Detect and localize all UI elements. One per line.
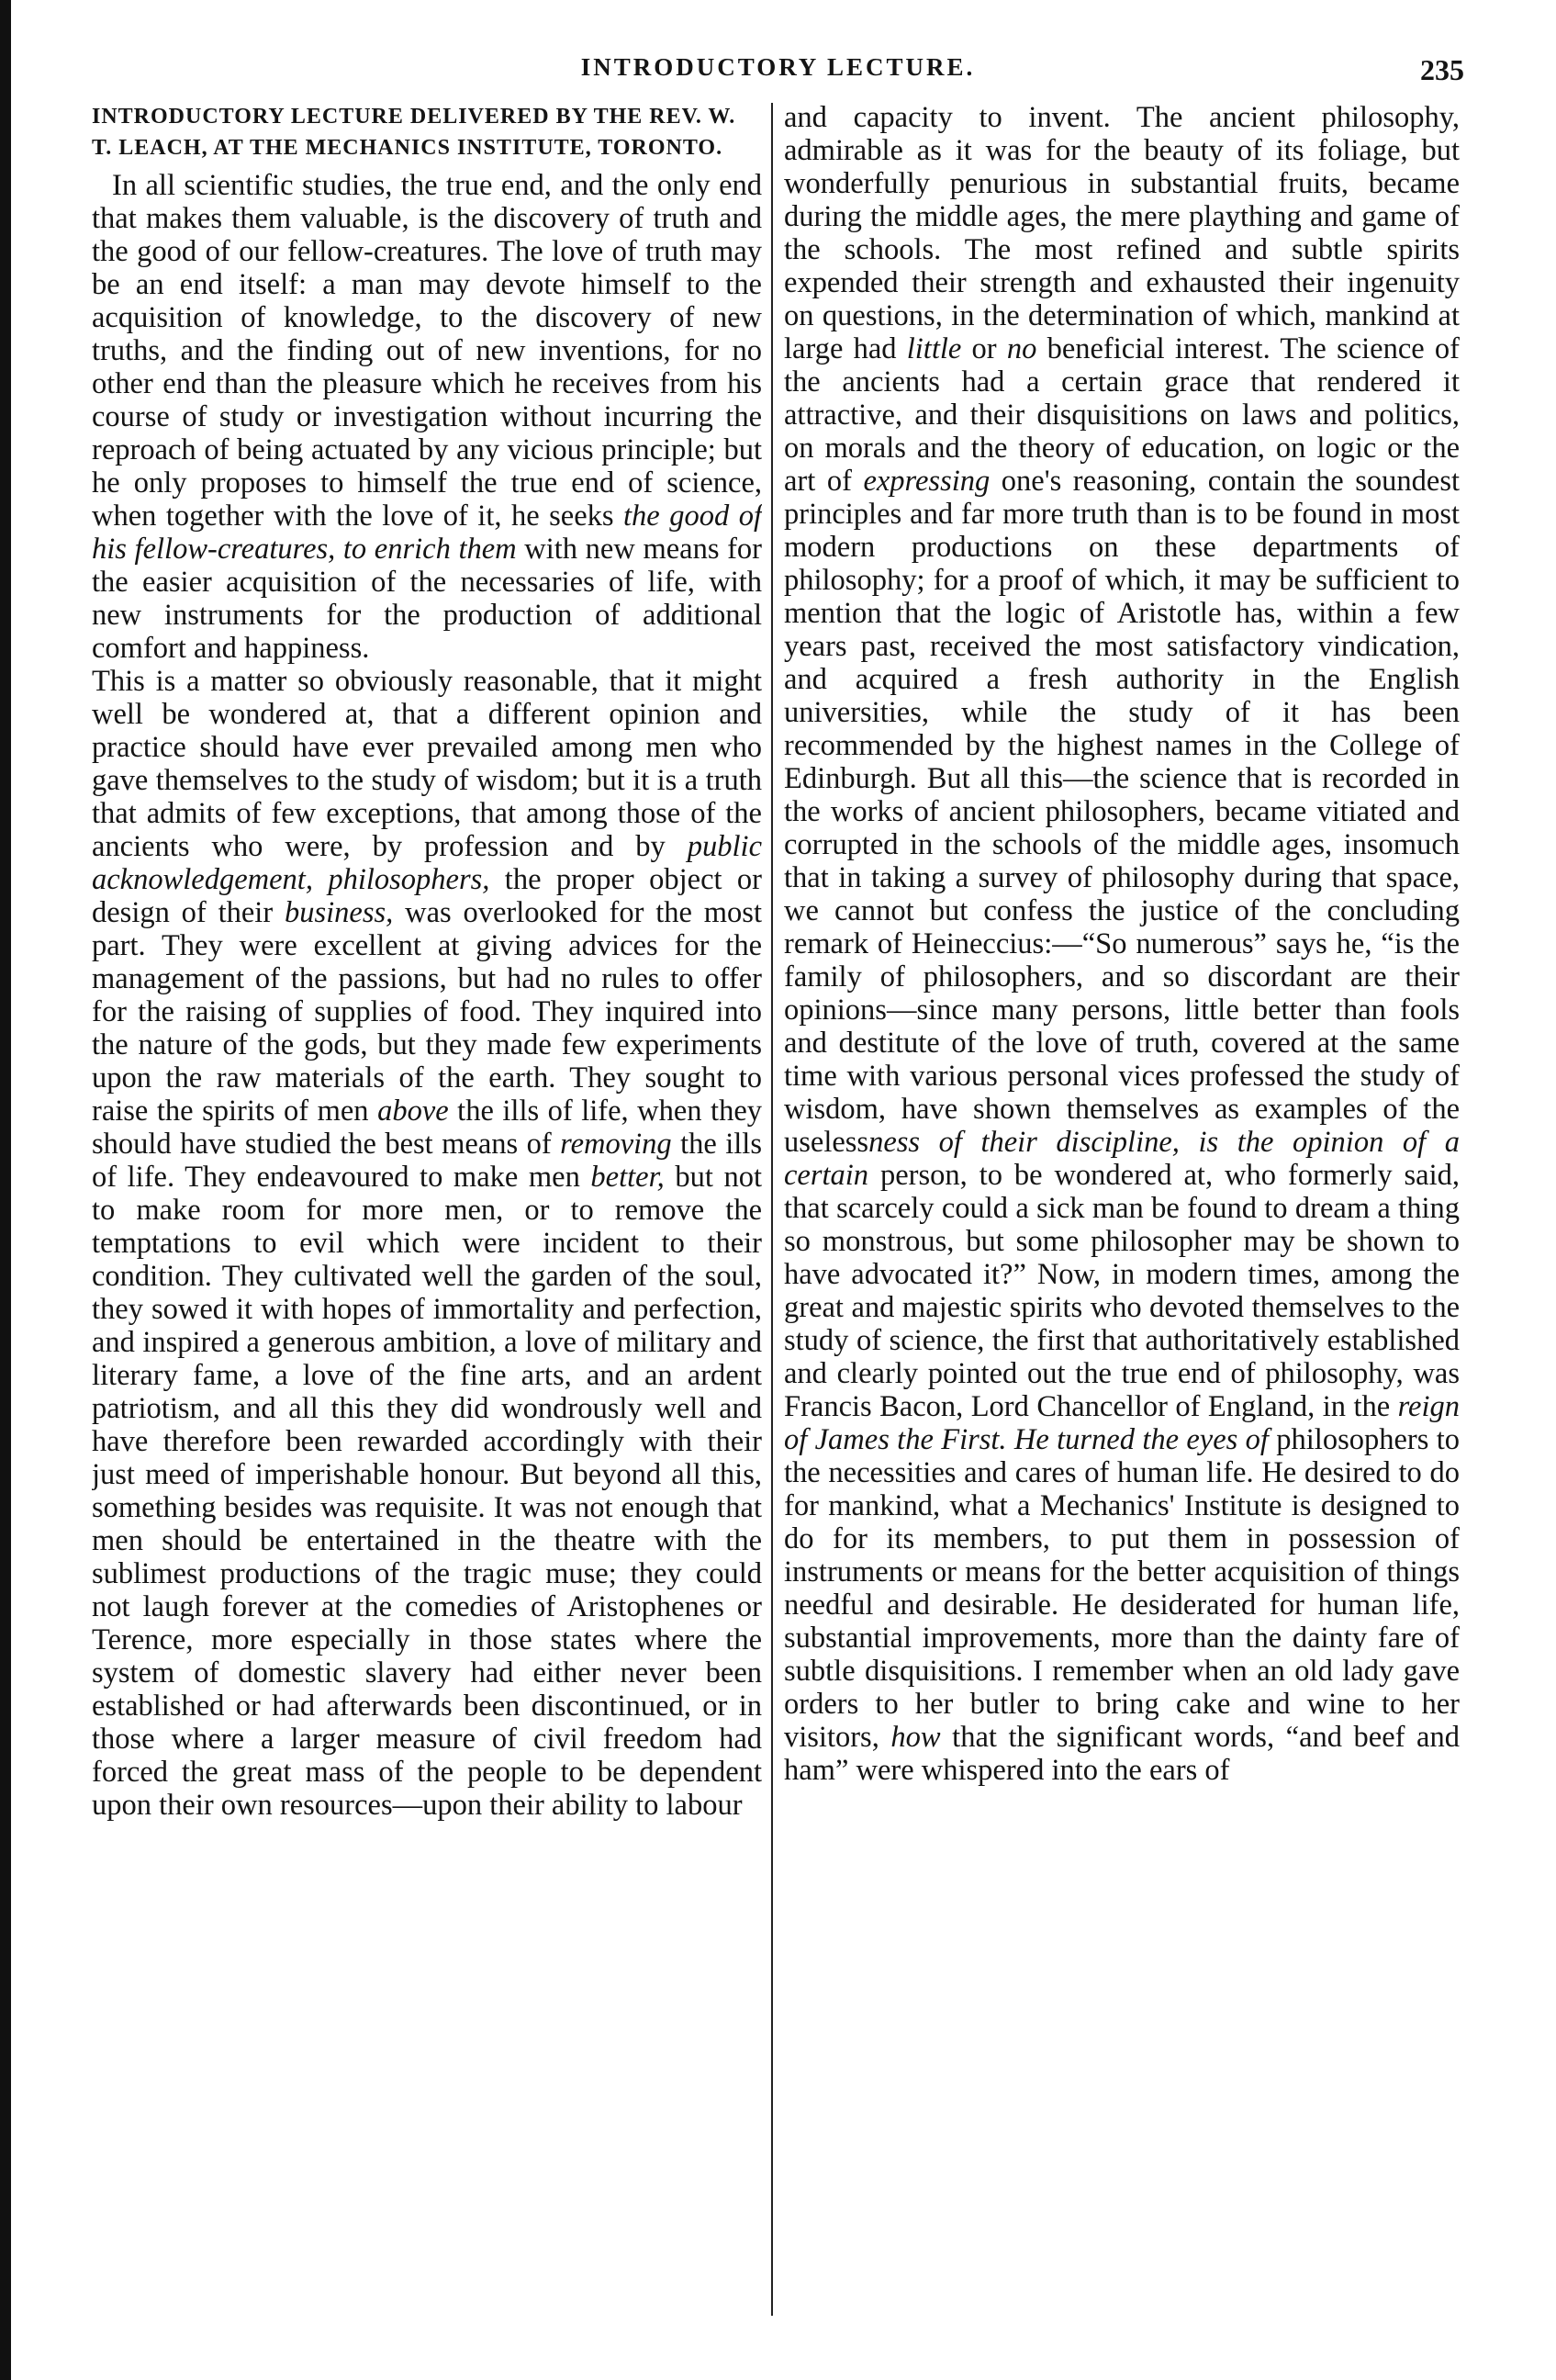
- running-title: INTRODUCTORY LECTURE.: [580, 53, 976, 81]
- paragraph-2: [92, 665, 762, 1822]
- p2-text-f: but not to make room for more men, or to remove the temptations to evil which were incident to their condition. They cultivated well the garden of the soul, they sowed it with hopes of immortality and perfection, and inspired a generous ambition, a love of military and literary fame, a love of the fine arts, and an ardent patriotism, and all this they did wondrously well and have therefore been rewarded accordingly with their just meed of imperishable honour. But beyond all this, something besides was requisite. It was not enough that men should be entertained in the theatre with the sublimest productions of the tragic muse; they could not laugh forever at the comedies of Aristophenes or Terence, more especially in those states where the system of domestic slavery had either never been established or had afterwards been discontinued, or in those where a larger measure of civil freedom had forced the great mass of the people to be dependent upon their own resources—upon their ability to labour: [92, 1161, 762, 1822]
- r-text-c: beneficial interest. The science of the ancients had a certain grace that rendered it attractive, and their disquisitions on laws and politics, on morals and the theory of education, on logic or the art of: [784, 332, 1460, 498]
- r-text-d: one's reasoning, contain the soundest principles and far more truth than is to be found in most modern productions on these departments of philosophy; for a proof of which, it may be sufficient to mention that the logic of Aristotle has, within a few years past, received the most satisfactory vindication, and acquired a fresh authority in the English universities, while the study of it has been recommended by the highest names in the College of Edinburgh. But all this—the science that is recorded in the works of ancient philosophers, became vitiated and corrupted in the schools of the middle ages, insomuch that in taking a survey of philosophy during that space, we cannot but confess the justice of the concluding remark of Heineccius:—“So numerous” says he, “is the family of philosophers, and so discordant are their opinions—since many persons, little better than fools and destitute of the love of truth, covered at the same time with various personal vices professed the study of wisdom, have shown themselves as examples of the useless: [784, 465, 1460, 1159]
- p2-italic-5: better,: [590, 1161, 665, 1194]
- r-italic-3: expressing: [863, 465, 991, 498]
- r-italic-6: how: [890, 1721, 941, 1754]
- p2-text-a: This is a matter so obviously reasonable, that it might well be wondered at, that a different opinion and practice should have ever prevailed among men who gave themselves to the study of wisdom; but it is a truth that admits of few exceptions, that among those of the ancients who were, by profession and by: [92, 665, 762, 863]
- column-divider: [771, 103, 773, 2316]
- heading-line-2: T. LEACH, AT THE MECHANICS INSTITUTE, TORONTO.: [92, 136, 723, 160]
- r-text-f: philosophers to the necessities and cares of human life. He desired to do for mankind, what a Mechanics' Institute is designed to do for its members, to put them in possession of instruments or means for the better acquisition of things needful and desirable. He desiderated for human life, substantial improvements, more than the dainty fare of subtle disquisitions. I remember when an old lady gave orders to her butler to bring cake and wine to her visitors,: [784, 1423, 1460, 1754]
- r-italic-4: ness of their discipline, is the opinion of a certain: [784, 1126, 1460, 1192]
- p1-text-a: In all scientific studies, the true end, and the only end that makes them valuable, is the discovery of truth and the good of our fellow-creatures. The love of truth may be an end itself: a man may devote himself to the acquisition of knowledge, to the discovery of new truths, and the finding out of new inventions, for no other end than the pleasure which he receives from his course of study or investigation without incurring the reproach of being actuated by any vicious principle; but he only proposes to himself the true end of science, when together with the love of it, he seeks: [92, 169, 762, 533]
- page-number: 235: [1420, 53, 1464, 86]
- p2-italic-1: public acknowledgement, philosophers,: [92, 830, 762, 896]
- p1-italic-1: the good of his fellow-creatures, to enrich them: [92, 500, 762, 566]
- article-heading: [92, 101, 762, 163]
- r-italic-2: no: [1006, 332, 1037, 365]
- p2-italic-2: business,: [284, 896, 394, 929]
- r-italic-5: reign of James the First. He turned the eyes of: [784, 1390, 1460, 1456]
- r-text-a: and capacity to invent. The ancient philosophy, admirable as it was for the beauty of its foliage, but wonderfully penurious in substantial fruits, became during the middle ages, the mere plaything and game of the schools. The most refined and subtle spirits expended their strength and exhausted their ingenuity on questions, in the determination of which, mankind at large had: [784, 101, 1460, 365]
- p2-text-c: was overlooked for the most part. They were excellent at giving advices for the management of the passions, but had no rules to offer for the raising of supplies of food. They inquired into the nature of the gods, but they made few experiments upon the raw materials of the earth. They sought to raise the spirits of men: [92, 896, 762, 1128]
- heading-line-1: INTRODUCTORY LECTURE DELIVERED BY THE REV. W.: [92, 105, 736, 129]
- r-text-b: or: [961, 332, 1007, 365]
- p2-italic-3: above: [377, 1095, 449, 1128]
- r-italic-1: little: [906, 332, 962, 365]
- right-column: [784, 101, 1460, 2305]
- r-text-g: that the significant words, “and beef and ham” were whispered into the ears of: [784, 1721, 1460, 1787]
- p1-text-b: with new means for the easier acquisition of the necessaries of life, with new instruments for the production of additional comfort and happiness.: [92, 533, 762, 665]
- binding-edge: [0, 0, 11, 2380]
- right-paragraph: [784, 101, 1460, 1787]
- p2-text-d: the ills of life, when they should have studied the best means of: [92, 1095, 762, 1161]
- paragraph-1: [92, 169, 762, 665]
- p2-text-b: the proper object or design of their: [92, 863, 762, 929]
- r-text-e: person, to be wondered at, who formerly said, that scarcely could a sick man be found to dream a thing so monstrous, but some philosopher may be shown to have advocated it?” Now, in modern times, among the great and majestic spirits who devoted themselves to the study of science, the first that authoritatively established and clearly pointed out the true end of philosophy, was Francis Bacon, Lord Chancellor of England, in the: [784, 1159, 1460, 1423]
- p2-text-e: the ills of life. They endeavoured to make men: [92, 1128, 762, 1194]
- p2-italic-4: removing: [560, 1128, 672, 1161]
- left-column: [92, 101, 762, 2305]
- running-head: [0, 53, 1556, 90]
